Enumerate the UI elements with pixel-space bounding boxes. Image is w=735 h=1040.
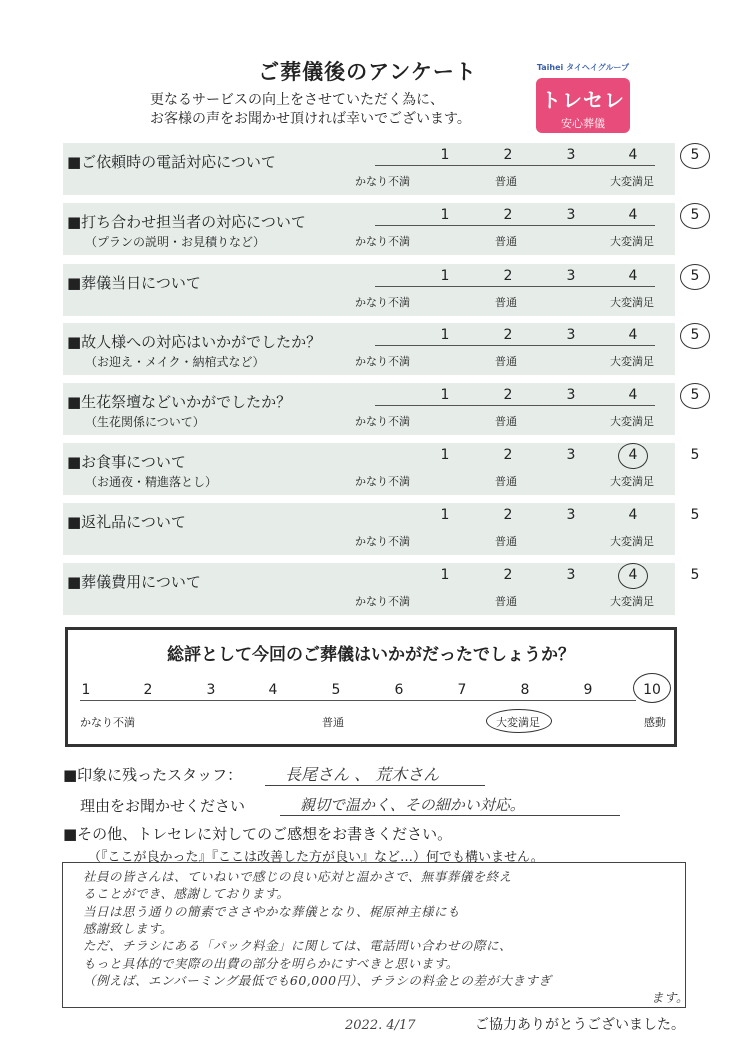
- rating-option-1[interactable]: 1: [440, 147, 450, 163]
- scale-label-high: 大変満足: [610, 235, 654, 248]
- rating-option-1[interactable]: 1: [440, 387, 450, 403]
- survey-title: ご葬儀後のアンケート: [258, 60, 477, 84]
- overall-option-8[interactable]: 8: [520, 682, 530, 698]
- scale-line: [375, 286, 655, 287]
- staff-value[interactable]: 長尾さん 、 荒木さん: [285, 765, 440, 784]
- scale-label-low: かなり不満: [355, 475, 410, 488]
- comment-line: ることができ、感謝しております。: [83, 886, 290, 901]
- scale-label-high: 大変満足: [610, 535, 654, 548]
- scale-line: [375, 345, 655, 346]
- question-row: [63, 563, 700, 615]
- overall-high-ellipse: [486, 709, 552, 733]
- staff-underline: [265, 785, 485, 786]
- scale-label-mid: 普通: [495, 296, 517, 309]
- scale-label-mid: 普通: [495, 415, 517, 428]
- overall-option-2[interactable]: 2: [143, 682, 153, 698]
- scale-label-high: 大変満足: [610, 595, 654, 608]
- overall-selected-circle[interactable]: [633, 673, 671, 703]
- rating-option-3[interactable]: 3: [566, 447, 576, 463]
- scale-line: [375, 225, 655, 226]
- reason-underline: [280, 815, 620, 816]
- overall-option-1[interactable]: 1: [81, 682, 91, 698]
- rating-option-1[interactable]: 1: [440, 327, 450, 343]
- scale-label-mid: 普通: [495, 475, 517, 488]
- question-label: ■葬儀費用について: [67, 573, 201, 591]
- selected-rating-circle: [618, 563, 648, 589]
- rating-scale: [375, 207, 700, 227]
- rating-option-5[interactable]: 5: [690, 507, 700, 523]
- rating-option-3[interactable]: 3: [566, 507, 576, 523]
- scale-label-mid: 普通: [495, 235, 517, 248]
- scale-label-mid: 普通: [495, 535, 517, 548]
- rating-option-5[interactable]: 5: [690, 567, 700, 583]
- rating-scale: [375, 507, 700, 527]
- overall-label-mid: 普通: [322, 716, 344, 729]
- selected-rating-circle: [618, 443, 648, 469]
- comment-line: 感謝致します。: [83, 921, 174, 936]
- staff-label: ■印象に残ったスタッフ：: [63, 766, 243, 784]
- overall-rating-box: [65, 627, 677, 747]
- selected-rating-circle: [680, 323, 710, 349]
- scale-label-mid: 普通: [495, 355, 517, 368]
- selected-rating-circle: [680, 264, 710, 290]
- rating-option-2[interactable]: 2: [503, 447, 513, 463]
- rating-option-5[interactable]: 5: [690, 447, 700, 463]
- survey-intro: [150, 91, 471, 129]
- rating-option-3[interactable]: 3: [566, 268, 576, 284]
- logo-group-name: Taihei タイヘイグループ: [536, 63, 630, 72]
- question-label: ■故人様への対応はいかがでしたか？: [67, 333, 322, 351]
- overall-option-7[interactable]: 7: [457, 682, 467, 698]
- overall-option-6[interactable]: 6: [394, 682, 404, 698]
- comments-hint: （『ここが良かった』『ここは改善した方が良い』など…）何でも構いません。: [88, 850, 544, 865]
- scale-line: [375, 405, 655, 406]
- comment-line: もっと具体的で実際の出費の部分を明らかにすべきと思います。: [83, 956, 459, 971]
- question-row: [63, 443, 700, 495]
- scale-label-low: かなり不満: [355, 296, 410, 309]
- question-row: [63, 264, 700, 316]
- scale-label-high: 大変満足: [610, 175, 654, 188]
- overall-label-top: 感動: [644, 716, 666, 729]
- question-label: ■返礼品について: [67, 513, 186, 531]
- thanks-message: ご協力ありがとうございました。: [475, 1017, 685, 1033]
- scale-line: [375, 165, 655, 166]
- handwritten-date: 2022. 4/17: [345, 1018, 416, 1033]
- scale-label-high: 大変満足: [610, 475, 654, 488]
- logo-subtitle: 安心葬儀: [561, 117, 605, 130]
- rating-option-4[interactable]: 4: [628, 447, 638, 463]
- rating-option-3[interactable]: 3: [566, 147, 576, 163]
- rating-scale: [375, 268, 700, 288]
- intro-line-2: お客様の声をお聞かせ頂ければ幸いでございます。: [150, 111, 471, 127]
- scale-label-low: かなり不満: [355, 535, 410, 548]
- rating-option-3[interactable]: 3: [566, 387, 576, 403]
- scale-label-high: 大変満足: [610, 415, 654, 428]
- comment-line: ただ、チラシにある「パック料金」に関しては、電話問い合わせの際に、: [83, 938, 513, 953]
- rating-scale: [375, 147, 700, 167]
- question-row: [63, 503, 700, 555]
- overall-option-3[interactable]: 3: [206, 682, 216, 698]
- overall-option-4[interactable]: 4: [268, 682, 278, 698]
- tresele-logo: [530, 62, 636, 133]
- rating-option-5[interactable]: 5: [690, 387, 700, 403]
- rating-option-4[interactable]: 4: [628, 387, 638, 403]
- rating-option-5[interactable]: 5: [690, 147, 700, 163]
- rating-option-2[interactable]: 2: [503, 268, 513, 284]
- rating-option-5[interactable]: 5: [690, 327, 700, 343]
- rating-option-2[interactable]: 2: [503, 387, 513, 403]
- overall-title: 総評として今回のご葬儀はいかがだったでしょうか？: [167, 645, 575, 665]
- question-sublabel: （プランの説明・お見積りなど）: [85, 235, 266, 249]
- rating-option-1[interactable]: 1: [440, 268, 450, 284]
- rating-scale: [375, 567, 700, 587]
- rating-option-4[interactable]: 4: [628, 207, 638, 223]
- question-sublabel: （お迎え・メイク・納棺式など）: [85, 355, 265, 369]
- overall-scale-line: [80, 700, 636, 701]
- logo-brand: トレセレ: [541, 88, 625, 112]
- rating-option-4[interactable]: 4: [628, 147, 638, 163]
- reason-label: 理由をお聞かせください: [80, 797, 246, 815]
- rating-scale: [375, 327, 700, 347]
- comment-line: 当日は思う通りの簡素でささやかな葬儀となり、梶原神主様にも: [83, 904, 461, 919]
- scale-label-low: かなり不満: [355, 355, 410, 368]
- overall-option-10[interactable]: 10: [643, 682, 661, 698]
- logo-badge: [536, 78, 630, 133]
- scale-label-high: 大変満足: [610, 355, 654, 368]
- comment-line: 社員の皆さんは、ていねいで感じの良い応対と温かさで、無事葬儀を終え: [83, 869, 512, 884]
- selected-rating-circle: [680, 203, 710, 229]
- question-label: ■お食事について: [67, 453, 186, 471]
- intro-line-1: 更なるサービスの向上をさせていただく為に、: [150, 92, 444, 108]
- rating-option-4[interactable]: 4: [628, 567, 638, 583]
- overall-option-9[interactable]: 9: [583, 682, 593, 698]
- question-label: ■打ち合わせ担当者の対応について: [67, 213, 306, 231]
- overall-option-5[interactable]: 5: [331, 682, 341, 698]
- comments-label: ■その他、トレセレに対してのご感想をお書きください。: [63, 825, 453, 843]
- overall-label-low: かなり不満: [80, 716, 135, 729]
- question-label: ■ご依頼時の電話対応について: [67, 153, 276, 171]
- rating-option-1[interactable]: 1: [440, 447, 450, 463]
- scale-label-mid: 普通: [495, 175, 517, 188]
- scale-label-high: 大変満足: [610, 296, 654, 309]
- question-row: [63, 203, 700, 255]
- question-row: [63, 383, 700, 435]
- rating-option-4[interactable]: 4: [628, 327, 638, 343]
- scale-label-low: かなり不満: [355, 175, 410, 188]
- comments-box[interactable]: [62, 862, 690, 1008]
- overall-label-high: 大変満足: [496, 716, 540, 729]
- question-label: ■生花祭壇などいかがでしたか？: [67, 393, 292, 411]
- question-row: [63, 323, 700, 375]
- rating-option-2[interactable]: 2: [503, 567, 513, 583]
- comment-line: ます。: [651, 990, 690, 1005]
- question-sublabel: （お通夜・精進落とし）: [85, 475, 218, 489]
- selected-rating-circle: [680, 383, 710, 409]
- rating-option-2[interactable]: 2: [503, 207, 513, 223]
- rating-option-3[interactable]: 3: [566, 207, 576, 223]
- rating-option-5[interactable]: 5: [690, 207, 700, 223]
- question-row: [63, 143, 700, 195]
- scale-label-low: かなり不満: [355, 235, 410, 248]
- question-sublabel: （生花関係について）: [85, 415, 205, 429]
- rating-option-4[interactable]: 4: [628, 507, 638, 523]
- rating-option-2[interactable]: 2: [503, 327, 513, 343]
- rating-scale: [375, 447, 700, 467]
- rating-option-2[interactable]: 2: [503, 147, 513, 163]
- reason-value[interactable]: 親切で温かく、その細かい対応。: [300, 796, 525, 814]
- comment-line: （例えば、エンバーミング最低でも60,000円）、チラシの料金との差が大きすぎ: [83, 973, 552, 988]
- scale-label-mid: 普通: [495, 595, 517, 608]
- scale-label-low: かなり不満: [355, 595, 410, 608]
- rating-option-3[interactable]: 3: [566, 327, 576, 343]
- rating-option-2[interactable]: 2: [503, 507, 513, 523]
- rating-option-5[interactable]: 5: [690, 268, 700, 284]
- rating-option-3[interactable]: 3: [566, 567, 576, 583]
- selected-rating-circle: [680, 143, 710, 169]
- scale-label-low: かなり不満: [355, 415, 410, 428]
- rating-scale: [375, 387, 700, 407]
- question-label: ■葬儀当日について: [67, 274, 201, 292]
- rating-option-1[interactable]: 1: [440, 207, 450, 223]
- rating-option-4[interactable]: 4: [628, 268, 638, 284]
- rating-option-1[interactable]: 1: [440, 567, 450, 583]
- rating-option-1[interactable]: 1: [440, 507, 450, 523]
